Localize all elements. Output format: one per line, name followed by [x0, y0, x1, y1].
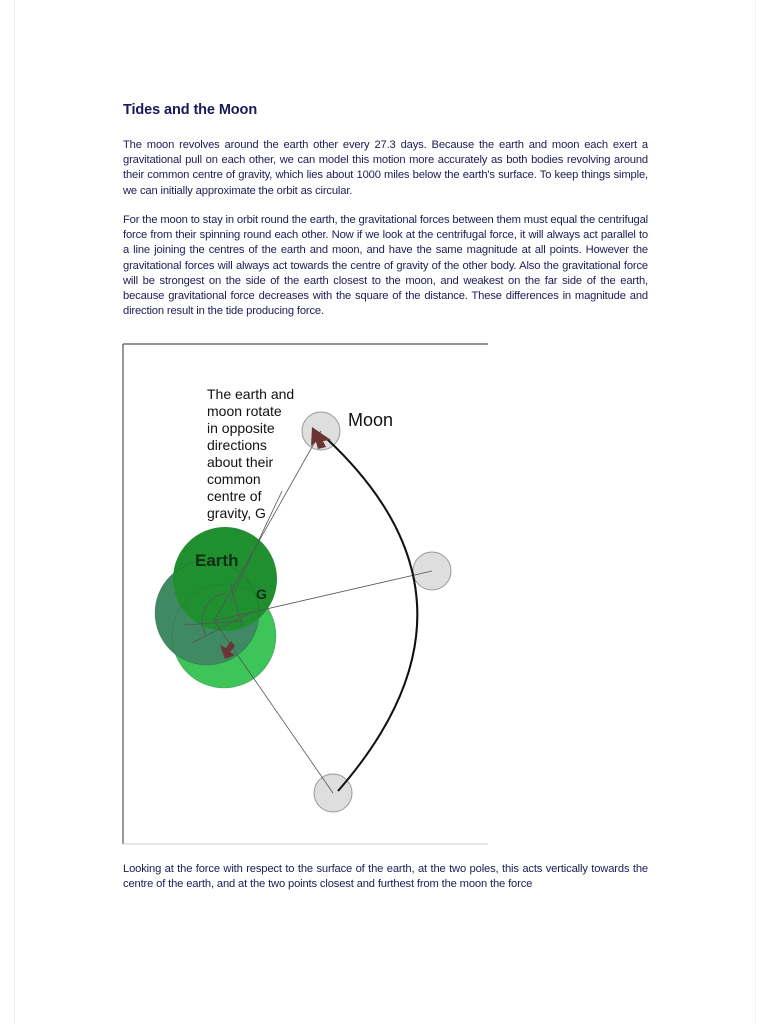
- caption-line-1: The earth and: [207, 386, 295, 402]
- page-left-edge: [14, 0, 15, 1024]
- diagram-svg: [122, 343, 488, 845]
- g-label: G: [256, 586, 267, 602]
- paragraph-orbit: The moon revolves around the earth other every 27.3 days. Because the earth and moon each exert a gravitational pull on each other, we can model this motion more accurately as both bodies revolving around their common centre of gravity, which lies about 1000 miles below the earth's surface. To keep things simple, we can initially approximate the orbit as circular.: [123, 139, 648, 197]
- caption-line-3: in opposite: [207, 420, 275, 436]
- moon-orbit-arc: [327, 439, 417, 791]
- caption-line-7: centre of: [207, 488, 262, 504]
- page-title: Tides and the Moon: [123, 102, 258, 118]
- earth-moon-diagram: [122, 343, 488, 845]
- earth-position-dark: [173, 527, 277, 631]
- earth-label: Earth: [195, 551, 239, 570]
- caption-line-2: moon rotate: [207, 403, 282, 419]
- caption-line-6: common: [207, 471, 261, 487]
- caption-line-4: directions: [207, 437, 267, 453]
- paragraph-surface-force: Looking at the force with respect to the surface of the earth, at the two poles, this acts vertically towards the centre of the earth, and at the two points closest and furthest from the moon the force: [123, 863, 648, 891]
- moon-label: Moon: [348, 410, 394, 430]
- caption-line-5: about their: [207, 454, 274, 470]
- paragraph-forces: For the moon to stay in orbit round the earth, the gravitational forces between them must equal the centrifugal force from their spinning round each other. Now if we look at the centrifugal force, it will always act parallel to a line joining the centres of the earth and moon, and have the same magnitude at all points. However the gravitational forces will always act towards the centre of gravity of the other body. Also the gravitational force will be strongest on the side of the earth closest to the moon, and weakest on the far side of the earth, because gravitational force decreases with the square of the distance. These differences in magnitude and direction result in the tide producing force.: [123, 214, 649, 318]
- page-right-edge: [755, 0, 756, 1024]
- caption-line-8: gravity, G: [207, 505, 266, 521]
